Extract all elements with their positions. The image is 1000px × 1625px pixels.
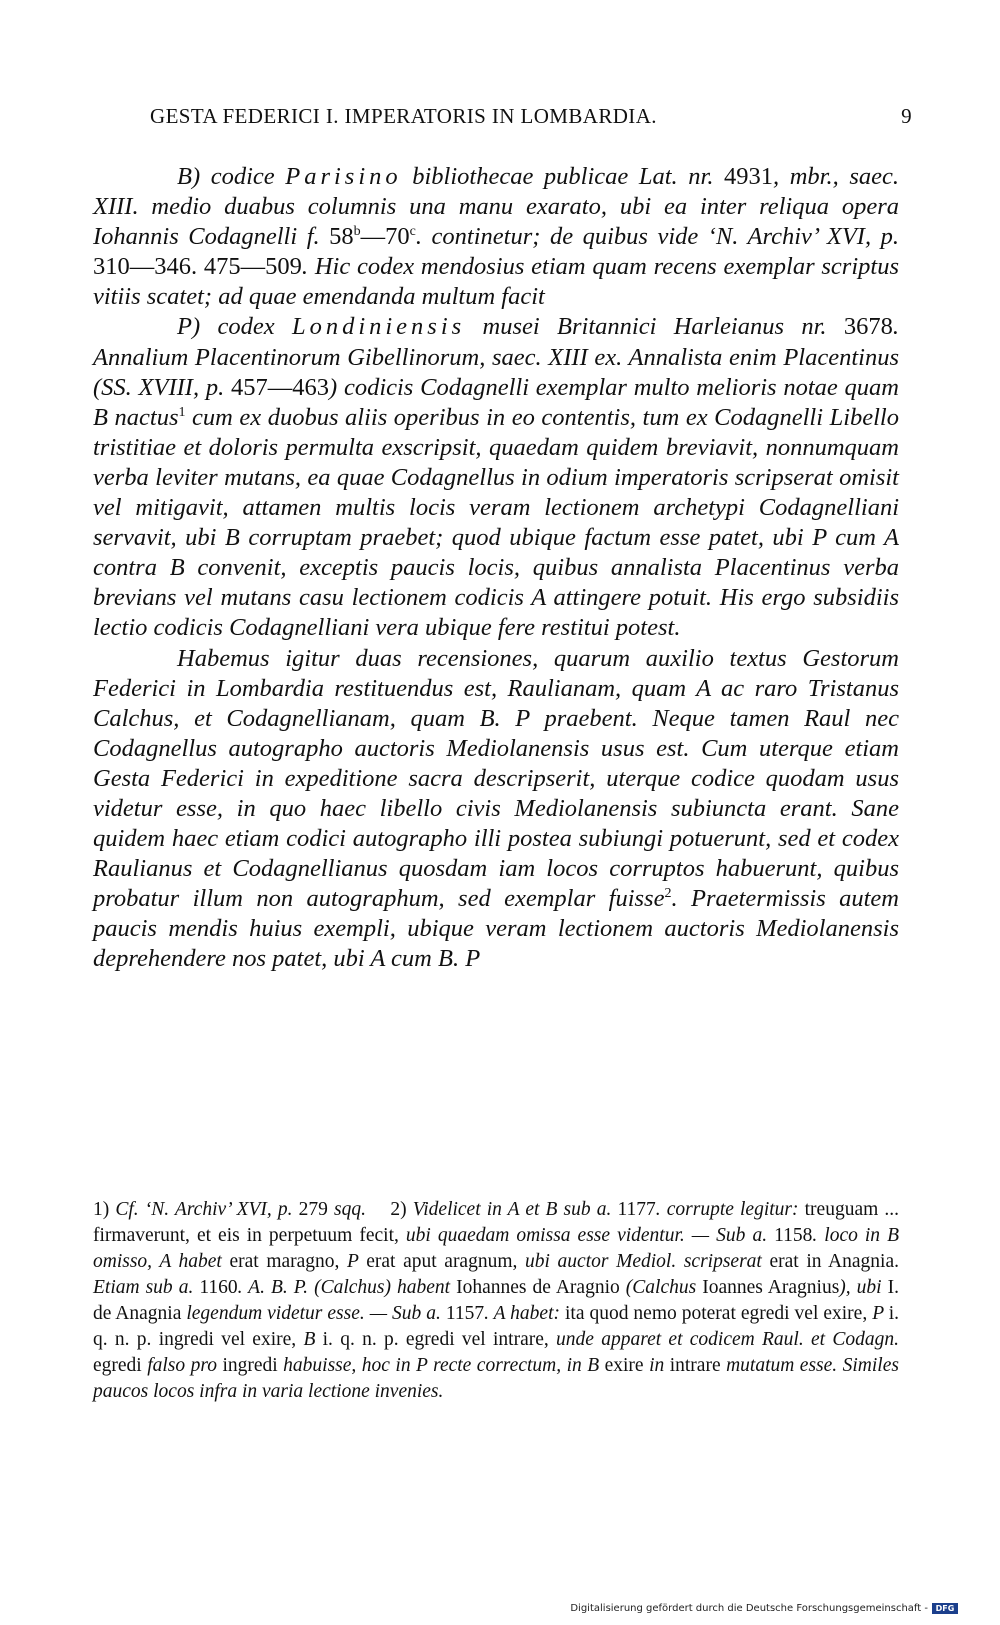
footnote-ref-2: 2: [664, 886, 672, 902]
dfg-logo: DFG: [932, 1603, 958, 1614]
footnote-ref-1: 1: [178, 404, 186, 420]
footnote-text: 1) Cf. ‘N. Archiv’ XVI, p. 279 sqq. 2) Videlicet in A et B sub a. 1177. corrupte legitur: treuguam ... firmaverunt, et eis in perpetuum fecit, ubi quaedam omissa esse videntur. — Sub a. 1158. loco in B omisso, A habet erat maragno, P erat aput aragnum, ubi auctor Mediol. scripserat erat in Anagnia. Etiam sub a. 1160. A. B. P. (Calchus) habent Iohannes de Aragnio (Calchus Ioannes Aragnius), ubi I. de Anagnia legendum videtur esse. — Sub a. 1157. A habet: ita quod nemo poterat egredi vel exire, P i. q. n. p. ingredi vel exire, B i. q. n. p. egredi vel intrare, unde apparet et codicem Raul. et Codagn. egredi falso pro ingredi habuisse, hoc in P recte correctum, in B exire in intrare mutatum esse. Similes paucos locos infra in varia lectione invenies.: [93, 1199, 900, 1402]
main-text: [93, 162, 899, 975]
digitization-credit: [570, 1603, 958, 1614]
page-number: 9: [901, 104, 912, 128]
running-title: GESTA FEDERICI I. IMPERATORIS IN LOMBARDIA.: [150, 104, 657, 128]
footnotes: [93, 1197, 899, 1405]
paragraph-recensiones: Habemus igitur duas recensiones, quarum auxilio textus Gestorum Federici in Lombardia restituendus est, Raulianam, quam A ac raro Tristanus Calchus, et Codagnellianam, quam B. P praebent. Neque tamen Raul nec Codagnellus autographo auctoris Mediolanensis usus est. Cum uterque etiam Gesta Federici in expeditione sacra descripserit, uterque codice quodam usus videtur esse, in quo haec libello civis Mediolanensis subiuncta erant. Sane quidem haec etiam codici autographo illi postea subiungi potuerunt, sed et codex Raulianus et Codagnellianus quosdam iam locos corruptos habuerunt, quibus probatur illum non autographum, sed exemplar fuisse$^2$. Praetermissis autem paucis mendis huius exempli, ubique veram lectionem auctoris Mediolanensis deprehendere nos patet, ubi A cum B. P: [93, 644, 899, 973]
paragraph-codex-p: P) codex Londiniensis musei Britannici Harleianus nr. 3678. Annalium Placentinorum Gibellinorum, saec. XIII ex. Annalista enim Placentinus (SS. XVIII, p. 457—463) codicis Codagnelli exemplar multo melioris notae quam B nactus$^1$ cum ex duobus aliis operibus in eo contentis, tum ex Codagnelli Libello tristitiae et doloris permulta exscripsit, quaedam quidem breviavit, nonnumquam verba leviter mutans, ea quae Codagnellus in odium imperatoris scripserat omisit vel mitigavit, attamen multis locis veram lectionem archetypi Codagnelliani servavit, ubi B corruptam praebet; quod ubique factum esse patet, ubi P cum A contra B convenit, exceptis paucis locis, quibus annalista Placentinus verba brevians vel mutans casu lectionem codicis A attingere potuit. His ergo subsidiis lectio codicis Codagnelliani vera ubique fere restitui potest.: [93, 313, 899, 642]
credit-text: Digitalisierung gefördert durch die Deutsche Forschungsgemeinschaft -: [570, 1603, 928, 1614]
running-head: [150, 104, 912, 136]
paragraph-codex-b: B) codice Parisino bibliothecae publicae Lat. nr. 4931, mbr., saec. XIII. medio duabus columnis una manu exarato, ubi ea inter reliqua opera Iohannis Codagnelli f. 58$^b$—70$^c$. continetur; de quibus vide ‘N. Archiv’ XVI, p. 310—346. 475—509. Hic codex mendosius etiam quam recens exemplar scriptus vitiis scatet; ad quae emendanda multum facit: [93, 163, 899, 311]
